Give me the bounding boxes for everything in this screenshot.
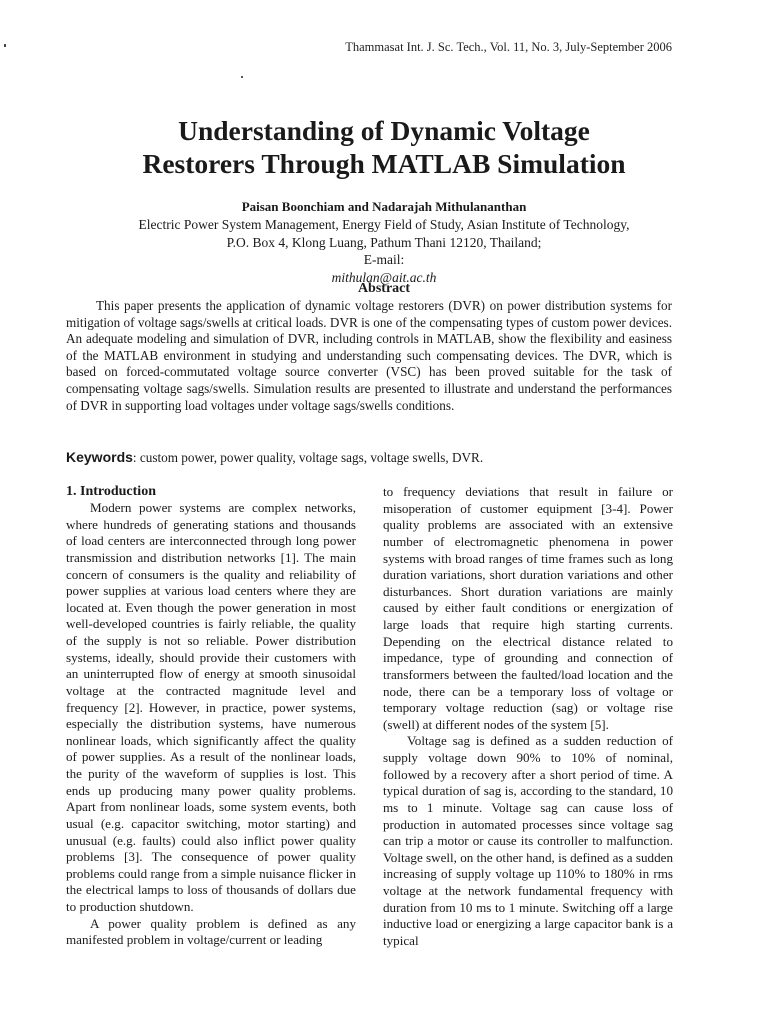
email-address: mithulan@ait.ac.th <box>331 269 437 285</box>
keywords-label: Keywords <box>66 449 133 465</box>
paper-title <box>60 114 708 180</box>
email-label: E-mail: <box>363 252 405 267</box>
section-heading-introduction: 1. Introduction <box>66 484 156 499</box>
running-head: Thammasat Int. J. Sc. Tech., Vol. 11, No. 3, July-September 2006 <box>345 40 672 54</box>
keywords-text: : custom power, power quality, voltage sags, voltage swells, DVR. <box>132 450 484 465</box>
affiliation-line-1: Electric Power System Management, Energy Field of Study, Asian Institute of Technology, <box>138 217 630 232</box>
left-column <box>66 483 356 949</box>
scan-speck <box>241 76 243 78</box>
title-line-2: Restorers Through MATLAB Simulation <box>142 148 626 179</box>
abstract-text: This paper presents the application of dynamic voltage restorers (DVR) on power distribution systems for mitigation of voltage sags/swells at critical loads. DVR is one of the compensating types of custom power devices. An adequate modeling and simulation of DVR, including controls in MATLAB, show the flexibility and easiness of the MATLAB environment in studying and understanding such compensating devices. The DVR, which is based on forced-commutated voltage source converter (VSC) has been proved suitable for the task of compensating voltage sags/swells. Simulation results are presented to illustrate and understand the performances of DVR in supporting load voltages under voltage sags/swells conditions. <box>66 298 672 413</box>
scan-edge-mark <box>4 44 6 47</box>
intro-paragraph-1: Modern power systems are complex networks, where hundreds of generating stations and thousands of load centers are interconnected through long power transmission and distribution networks [1]. The main concern of consumers is the quality and reliability of power supplies at various load centers where they are located at. Even though the power generation in most well-developed countries is fairly reliable, the quality of the supply is not so reliable. Power distribution systems, ideally, should provide their customers with an uninterrupted flow of energy at smooth sinusoidal voltage at the contracted magnitude level and frequency [2]. However, in practice, power systems, especially the distribution systems, have numerous nonlinear loads, which significantly affect the quality of power supplies. As a result of the nonlinear loads, the purity of the waveform of supplies is lost. This ends up producing many power quality problems. Apart from nonlinear loads, some system events, both usual (e.g. capacitor switching, motor starting) and unusual (e.g. faults) could also inflict power quality problems [3]. The consequence of power quality problems could range from a simple nuisance flicker in the electrical lamps to loss of thousands of dollars due to production shutdown. <box>66 500 356 914</box>
voltage-sag-paragraph: Voltage sag is defined as a sudden reduction of supply voltage down 90% to 10% of nominal, followed by a recovery after a short period of time. A typical duration of sag is, according to the standard, 10 ms to 1 minute. Voltage sag can cause loss of production in automated processes since voltage sag can trip a motor or cause its controller to malfunction. Voltage swell, on the other hand, is defined as a sudden increasing of supply voltage up 110% to 180% in rms voltage at the network fundamental frequency with duration from 10 ms to 1 minute. Switching off a large inductive load or energizing a large capacitor bank is a typical <box>383 733 673 948</box>
affiliation-line-2: P.O. Box 4, Klong Luang, Pathum Thani 12120, Thailand; <box>226 234 542 250</box>
right-column <box>383 484 673 950</box>
author-list: Paisan Boonchiam and Nadarajah Mithulananthan <box>241 199 527 214</box>
affiliation <box>60 216 708 286</box>
title-line-1: Understanding of Dynamic Voltage <box>178 115 590 146</box>
intro-paragraph-continued: to frequency deviations that result in failure or misoperation of customer equipment [3-4]. Power quality problems are associated with an extensive number of electromagnetic phenomena in power systems with broad ranges of time frames such as long duration variations, short duration variations and other disturbances. Short duration variations are mainly caused by either fault conditions or energization of large loads that require high starting currents. Depending on the electrical distance related to impedance, type of grounding and connection of transformers between the faulted/load location and the node, there can be a temporary loss of voltage or temporary voltage reduction (sag) or voltage rise (swell) at different nodes of the system [5]. <box>383 484 673 732</box>
abstract-heading: Abstract <box>357 281 411 296</box>
intro-paragraph-2: A power quality problem is defined as any manifested problem in voltage/current or leading <box>66 915 356 948</box>
keywords <box>66 449 672 466</box>
